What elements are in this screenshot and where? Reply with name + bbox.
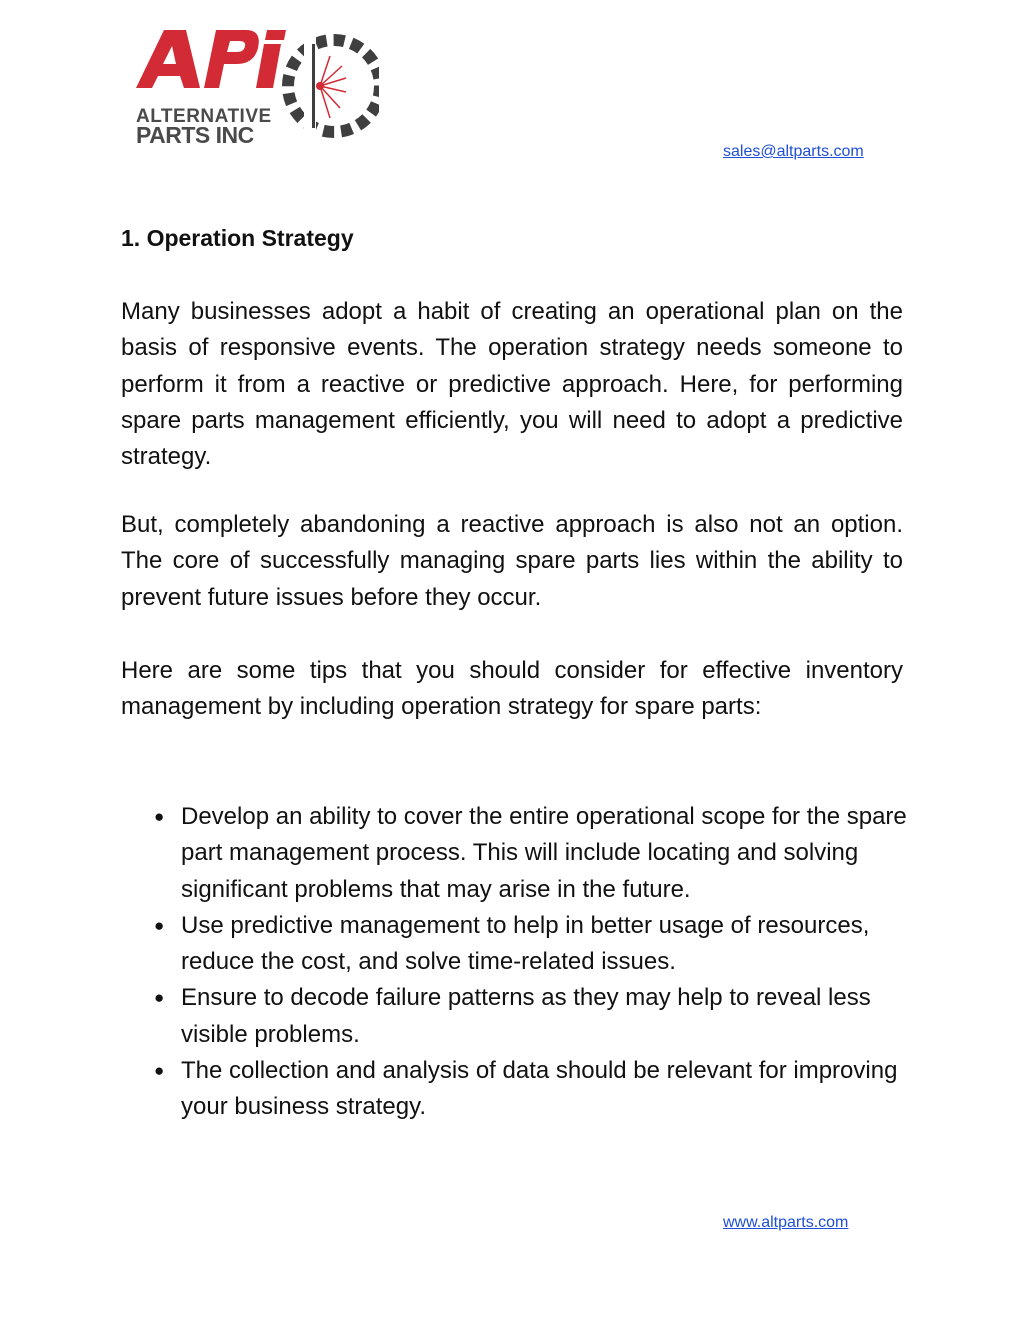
list-item xyxy=(121,799,911,908)
company-logo xyxy=(134,26,379,146)
bullet-icon: ● xyxy=(154,1061,165,1081)
list-item-text: Use predictive management to help in better usage of resources, reduce the cost, and solve time-related issues. xyxy=(181,911,870,976)
tips-list xyxy=(121,799,911,1126)
paragraph-3: Here are some tips that you should consider for effective inventory management by including operation strategy for spare parts: xyxy=(121,657,903,721)
list-item-text: The collection and analysis of data should be relevant for improving your business strategy. xyxy=(181,1057,898,1121)
website-link[interactable]: www.altparts.com xyxy=(723,1214,849,1231)
list-item xyxy=(121,908,911,981)
bullet-icon: ● xyxy=(154,807,165,826)
list-item xyxy=(121,980,911,1053)
list-item-text: Develop an ability to cover the entire operational scope for the spare part management process. This will include locating and solving significant problems that may arise in the future. xyxy=(181,803,907,903)
section-heading: 1. Operation Strategy xyxy=(121,225,354,251)
bullet-icon: ● xyxy=(154,988,165,1008)
list-item-text: Ensure to decode failure patterns as they may help to reveal less visible problems. xyxy=(181,984,871,1048)
paragraph-1: Many businesses adopt a habit of creating an operational plan on the basis of responsive events. The operation strategy needs someone to perform it from a reactive or predictive approach. Here, for performing spare parts management efficiently, you will need to adopt a predictive strategy. xyxy=(121,298,903,471)
bullet-icon: ● xyxy=(154,915,165,935)
logo-text-parts-inc: PARTS INC xyxy=(136,122,254,148)
paragraph-2: But, completely abandoning a reactive approach is also not an option. The core of successfully managing spare parts lies within the ability to prevent future issues before they occur. xyxy=(121,511,903,611)
logo-text-alternative: ALTERNATIVE xyxy=(136,106,272,127)
email-link[interactable]: sales@altparts.com xyxy=(723,143,864,160)
list-item xyxy=(121,1053,911,1126)
